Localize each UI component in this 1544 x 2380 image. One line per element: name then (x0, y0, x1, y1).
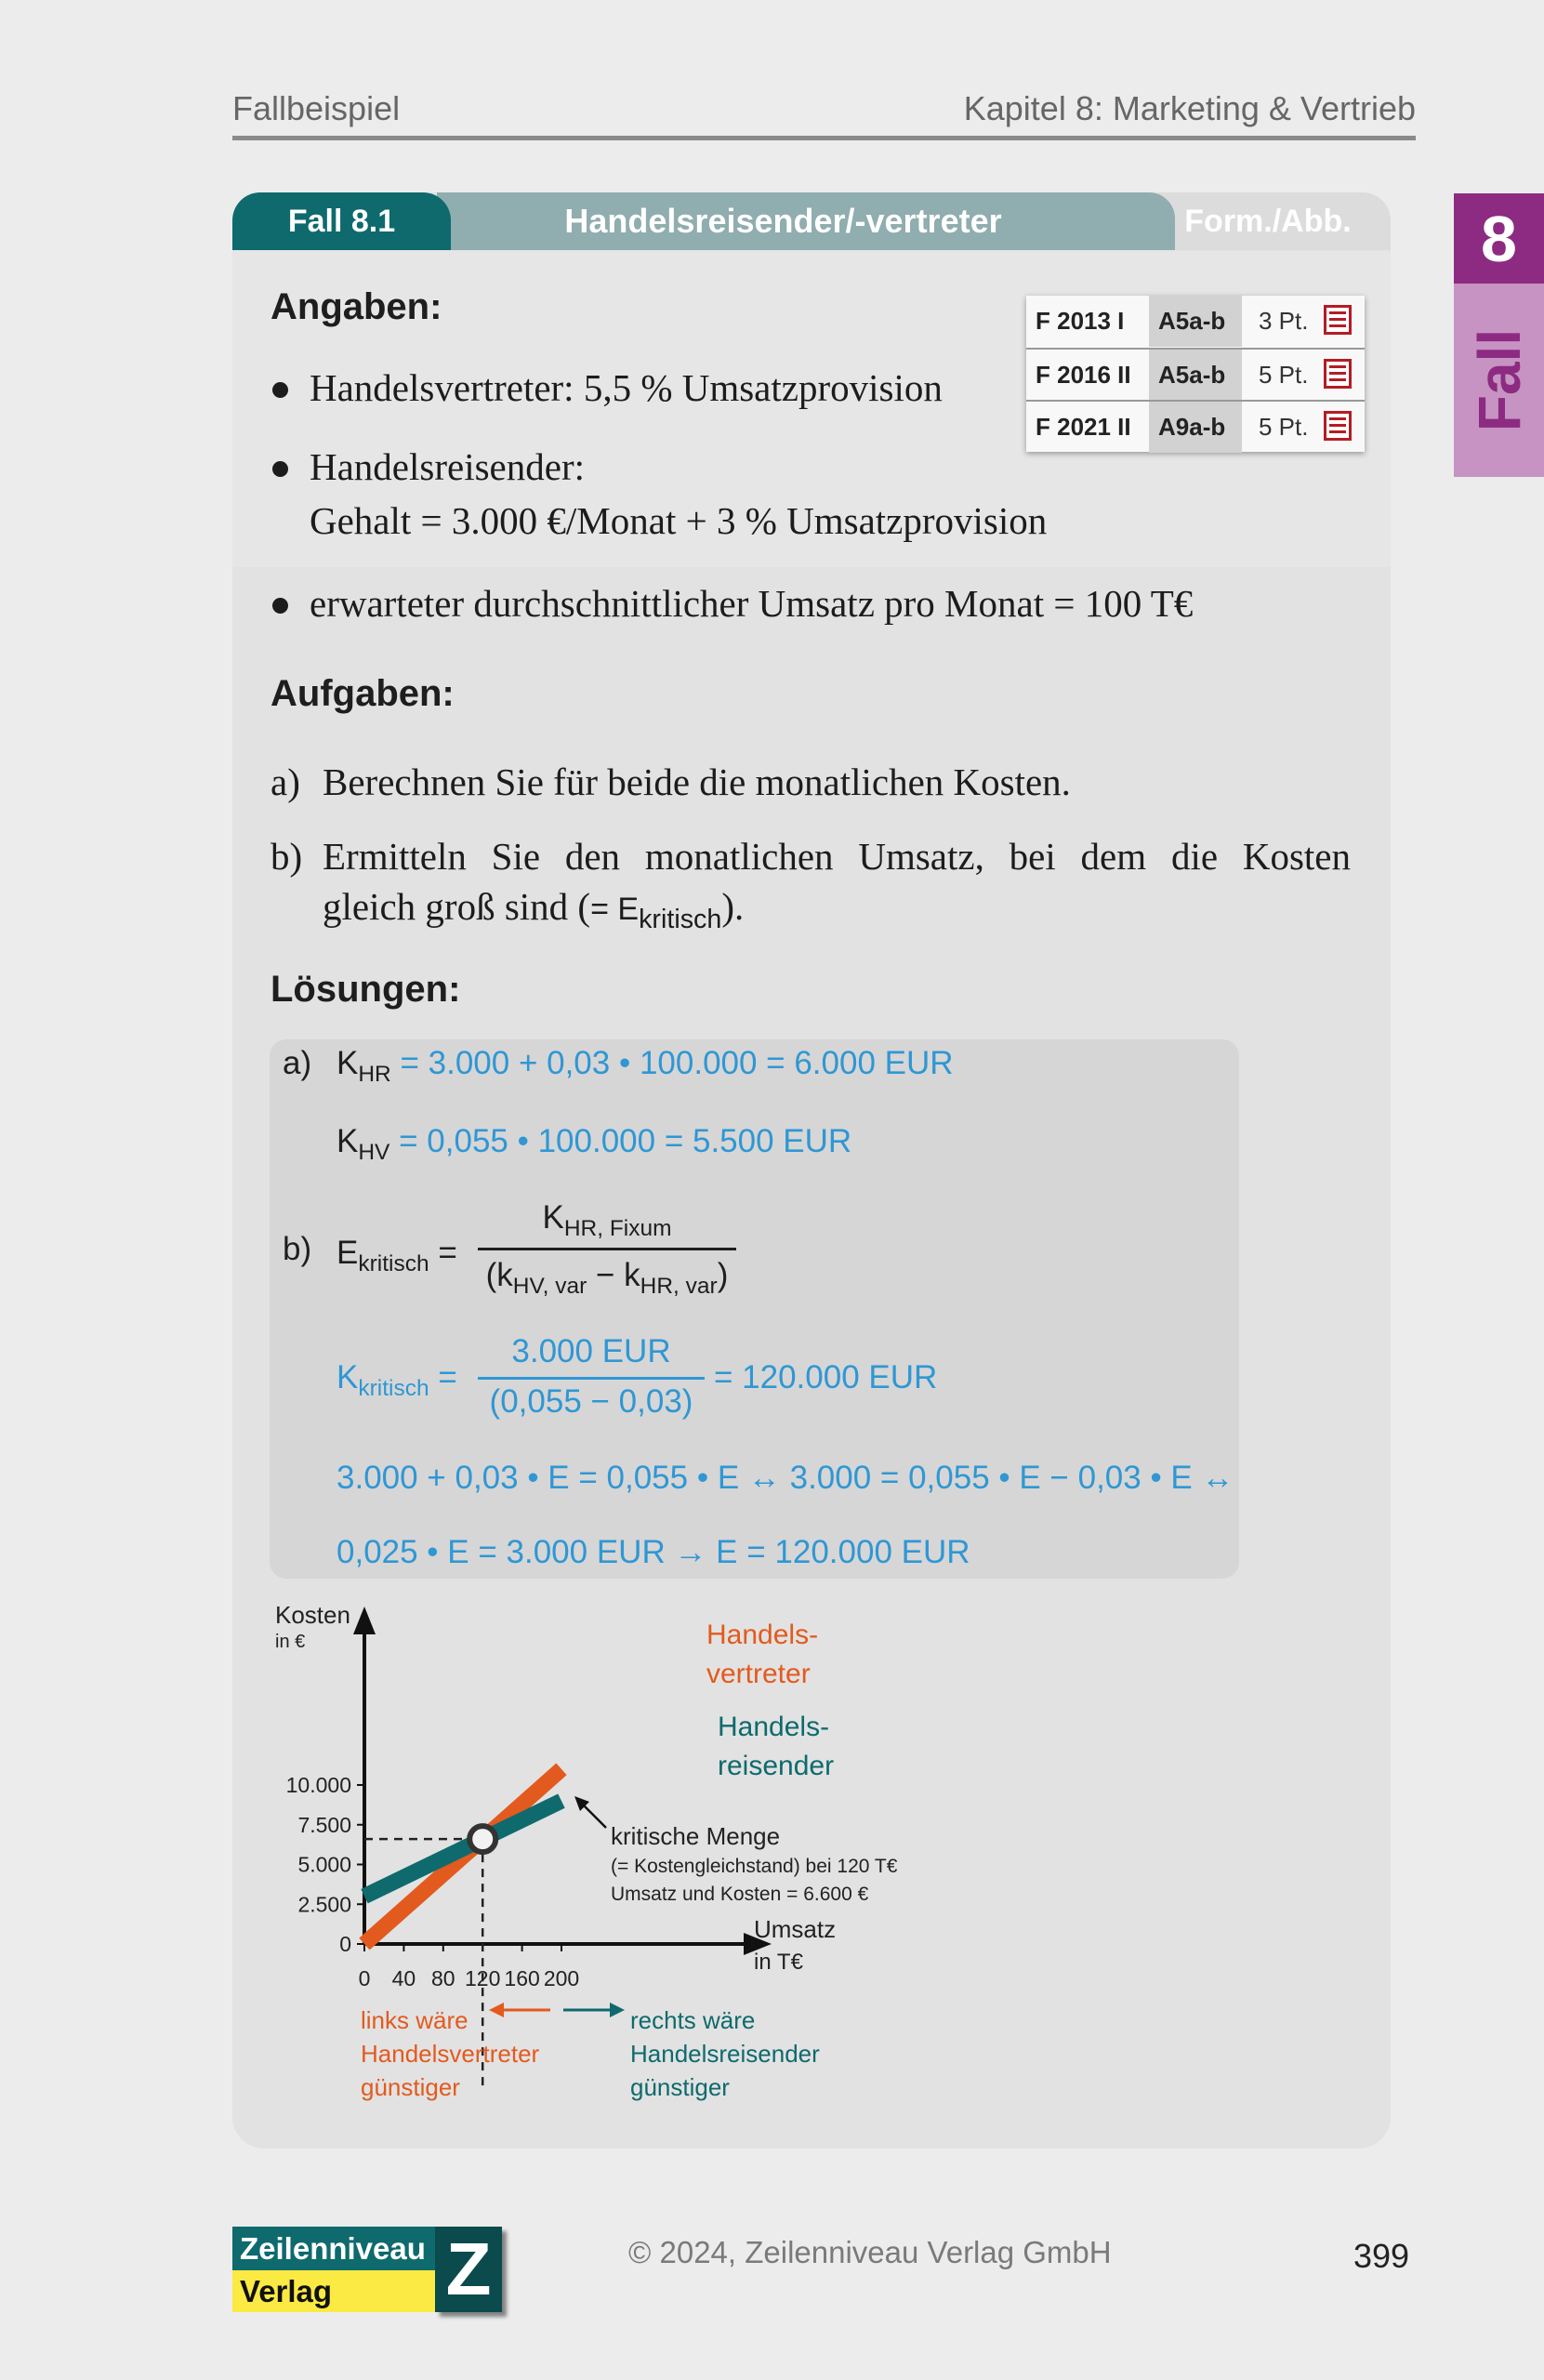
annotation-text: kritische Menge (611, 1822, 781, 1850)
series-label-hv: Handels- (706, 1620, 819, 1650)
solution-a-label: a) (283, 1045, 312, 1081)
publisher-logo-top: Zeilenniveau (232, 2227, 435, 2270)
bullet (272, 382, 288, 398)
x-tick-label: 120 (465, 1966, 501, 1990)
angaben-item: erwarteter durchschnittlicher Umsatz pro Monat = 100 T€ (310, 582, 1194, 625)
fraction-bar (478, 1248, 736, 1250)
x-tick-label: 200 (543, 1966, 580, 1990)
exam-row (1026, 400, 1365, 453)
angaben-item: Gehalt = 3.000 €/Monat + 3 % Umsatzprovision (310, 499, 1048, 542)
exam-session: F 2016 II (1036, 361, 1131, 389)
form-tab: Form./Abb. (1145, 192, 1391, 250)
calculator-icon (1324, 305, 1352, 335)
e-symbol: = E (590, 892, 640, 927)
publisher-logo-mark: Z (435, 2227, 502, 2312)
khv-equation: = 0,055 • 100.000 = 5.500 EUR (399, 1123, 852, 1159)
chapter-label: Fall (1465, 328, 1533, 432)
chapter-label-tab (1454, 284, 1544, 477)
fraction-denominator: $(k_{HV, var} - k_{HR, var})$ (485, 1257, 729, 1299)
equals-sign: = (438, 1359, 457, 1395)
left-arrowhead (489, 2003, 504, 2017)
k-symbol: k (624, 1257, 640, 1293)
k-symbol: k (496, 1257, 513, 1293)
k-symbol: K (337, 1123, 359, 1159)
x-tick-label: 40 (391, 1966, 416, 1990)
solution-b-label: b) (283, 1231, 312, 1267)
right-note: günstiger (630, 2073, 730, 2101)
x-axis-label: Umsatz (754, 1915, 837, 1943)
exam-task: A5a-b (1149, 350, 1242, 401)
y-tick-label: 10.000 (285, 1773, 351, 1797)
exam-task: A9a-b (1149, 402, 1242, 453)
formula-khr (337, 1045, 954, 1088)
equals-sign: = (438, 1235, 457, 1271)
y-axis-unit: in € (275, 1632, 306, 1652)
series-label-hr: reisender (718, 1751, 835, 1781)
exam-row (1026, 296, 1365, 347)
formula-ekritisch-lhs (337, 1235, 457, 1277)
series-label-hr: Handels- (718, 1712, 830, 1742)
exam-reference-table (1026, 296, 1365, 452)
x-tick-label: 80 (431, 1966, 455, 1990)
header-rule (232, 136, 1416, 140)
task-b-text-end: ). (721, 885, 745, 928)
annotation-text: Umsatz und Kosten = 6.600 € (611, 1884, 869, 1905)
task-b-text-2 (323, 884, 744, 935)
calculator-icon (1324, 359, 1352, 389)
minus-sign: − (595, 1257, 615, 1293)
exam-row (1026, 348, 1365, 401)
y-tick-label: 7.500 (297, 1812, 351, 1837)
k-subscript: kritisch (358, 1376, 429, 1401)
fraction-bar (478, 1377, 705, 1380)
bullet (272, 461, 288, 477)
e-symbol: E (337, 1235, 359, 1271)
x-axis-unit: in T€ (754, 1950, 803, 1975)
exam-points: 5 Pt. (1259, 413, 1309, 441)
chapter-number-tab: 8 (1454, 193, 1544, 284)
y-tick-label: 5.000 (297, 1852, 351, 1877)
e-subscript: kritisch (639, 905, 722, 935)
copyright: © 2024, Zeilenniveau Verlag GmbH (628, 2235, 1112, 2269)
calculator-icon (1324, 411, 1352, 441)
k-subscript: HV (358, 1140, 390, 1165)
header-right: Kapitel 8: Marketing & Vertrieb (963, 89, 1416, 127)
k-symbol: K (337, 1045, 359, 1081)
task-a-label: a) (271, 760, 300, 803)
khr-equation: = 3.000 + 0,03 • 100.000 = 6.000 EUR (400, 1045, 954, 1081)
solution-box (270, 1039, 1239, 1579)
task-b-text-part: gleich groß sind ( (323, 885, 591, 928)
exam-session: F 2021 II (1036, 413, 1131, 441)
right-note: rechts wäre (630, 2006, 756, 2034)
formula-kkritisch-lhs (337, 1359, 457, 1402)
formula-khv (337, 1123, 851, 1166)
cost-chart (260, 1595, 948, 2116)
publisher-logo-bottom: Verlag (232, 2270, 435, 2312)
loesungen-heading: Lösungen: (271, 969, 461, 1010)
fraction-numerator (478, 1199, 736, 1242)
x-tick-label: 160 (504, 1966, 540, 1990)
task-b-label: b) (271, 835, 303, 878)
aufgaben-heading: Aufgaben: (271, 673, 455, 714)
k-symbol: K (542, 1199, 564, 1236)
series-label-hv: vertreter (706, 1659, 811, 1689)
e-subscript: kritisch (358, 1251, 429, 1276)
header-left: Fallbeispiel (232, 89, 401, 127)
angaben-heading: Angaben: (271, 286, 442, 327)
x-tick-label: 0 (358, 1966, 371, 1990)
case-number: Fall 8.1 (232, 192, 451, 250)
fraction-numerator: 3.000 EUR (511, 1333, 671, 1369)
page-number: 399 (1353, 2237, 1410, 2275)
angaben-item: Handelsreisender: (310, 445, 585, 488)
y-axis-label: Kosten (275, 1601, 350, 1629)
task-a-text: Berechnen Sie für beide die monatlichen Kosten. (323, 760, 1071, 803)
equation-line-4: 0,025 • E = 3.000 EUR → E = 120.000 EUR (337, 1534, 970, 1570)
task-b-text: Ermitteln Sie den monatlichen Umsatz, bei dem die Kosten (323, 835, 1351, 878)
left-note: links wäre (361, 2006, 468, 2034)
left-note: Handelsvertreter (361, 2040, 540, 2068)
fraction-denominator: (0,055 − 0,03) (489, 1383, 693, 1420)
y-tick-label: 0 (339, 1932, 351, 1956)
right-note: Handelsreisender (630, 2040, 820, 2068)
k-subscript: HR, Fixum (563, 1216, 672, 1241)
intersection-marker (469, 1826, 495, 1852)
k-subscript: HV, var (512, 1274, 587, 1299)
k-subscript: HR (358, 1062, 391, 1087)
left-note: günstiger (361, 2073, 460, 2101)
exam-task: A5a-b (1149, 296, 1242, 347)
annotation-text: (= Kostengleichstand) bei 120 T€ (611, 1856, 898, 1877)
case-title: Handelsreisender/-vertreter (564, 202, 1002, 240)
series-line-handelsreisender (364, 1801, 561, 1897)
k-subscript: HR, var (640, 1274, 718, 1299)
equation-line-3: 3.000 + 0,03 • E = 0,055 • E ↔ 3.000 = 0,055 • E − 0,03 • E ↔ (337, 1460, 1234, 1496)
kkritisch-result: = 120.000 EUR (714, 1359, 938, 1395)
y-axis-arrow (353, 1606, 376, 1634)
exam-points: 5 Pt. (1259, 361, 1309, 389)
k-symbol: K (337, 1359, 359, 1395)
angaben-item: Handelsvertreter: 5,5 % Umsatzprovision (310, 366, 943, 409)
y-tick-label: 2.500 (297, 1892, 351, 1917)
right-arrowhead (610, 2003, 625, 2017)
bullet (272, 598, 288, 614)
exam-session: F 2013 I (1036, 307, 1125, 335)
exam-points: 3 Pt. (1259, 307, 1309, 335)
